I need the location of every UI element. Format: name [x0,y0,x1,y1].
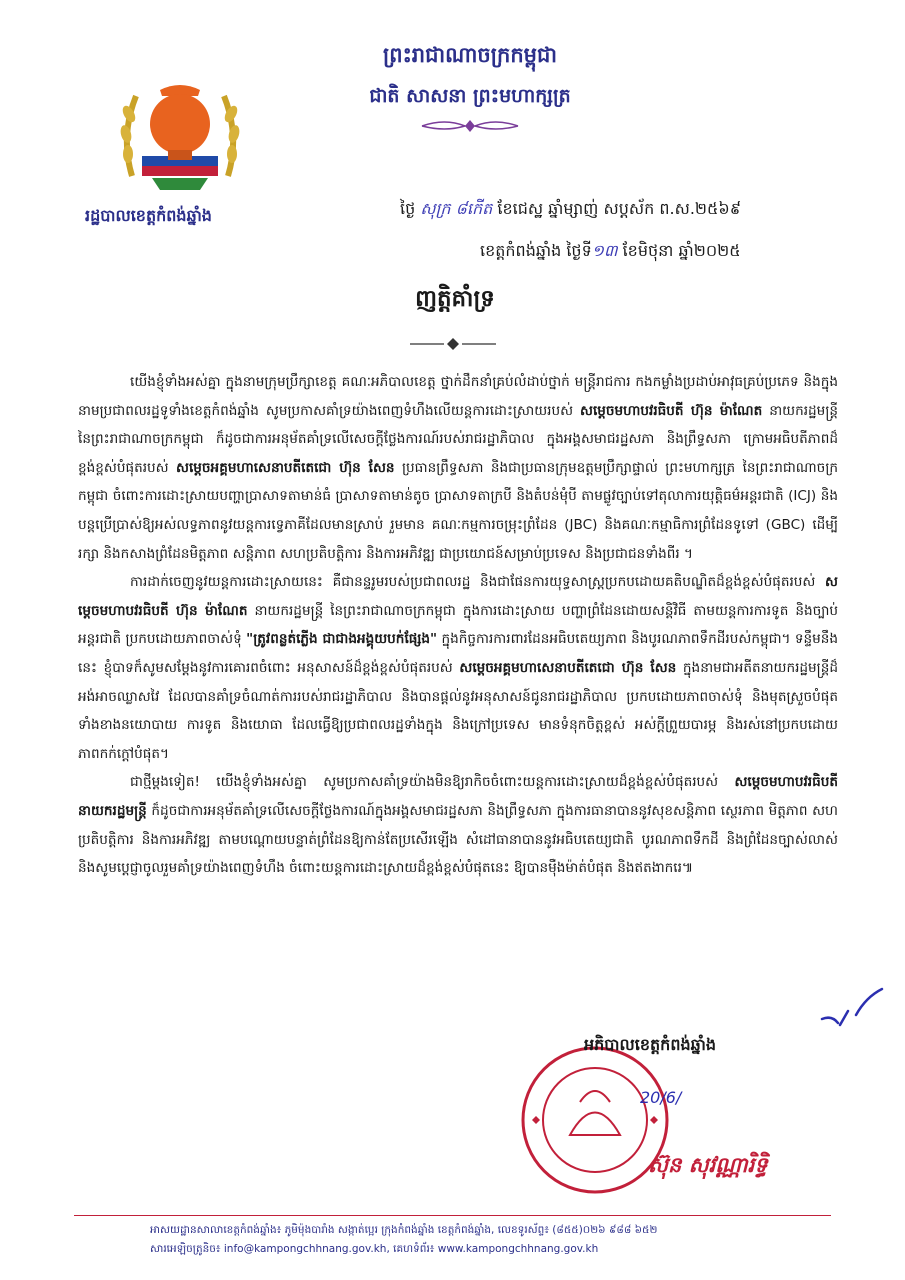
website-link[interactable]: www.kampongchhnang.gov.kh [437,1243,599,1255]
email-link[interactable]: info@kampongchhnang.gov.kh [223,1243,387,1255]
signatory-title: អភិបាលខេត្តកំពង់ឆ្នាំង [583,1035,717,1054]
p2-bold-2: "ត្រូវពន្លត់ភ្លើង ជាជាងអង្គុយបក់ផ្សែង" [246,631,438,648]
solar-date-handwritten: ១៣ [591,241,618,260]
ornament-divider-icon [420,116,520,136]
email-label: សារអេឡិចត្រូនិច៖ [150,1243,224,1255]
document-body [78,368,838,883]
footer-divider [74,1215,831,1216]
lunar-date-rest: ខែជេស្ឋ ឆ្នាំម្សាញ់ សប្តស័ក ព.ស.២៥៦៩ [492,199,742,218]
paragraph-2 [78,568,838,768]
website-label: , គេហទំព័រ៖ [386,1243,438,1255]
p1-text-3: ប្រធានព្រឹទ្ធសភា និងជាប្រធានក្រុមឧត្តមប្រឹក្សាផ្ទាល់ ព្រះមហាក្សត្រ នៃព្រះរាជាណាចក្រកម្ពុជា ចំពោះការដោះស្រាយបញ្ហាប្រាសាទតាមាន់ធំ ប្រាសាទតាមាន់តូច ប្រាសាទតាក្របី និងតំបន់មុំបី តាមផ្លូវច្បាប់ទៅតុលាការយុត្តិធម៌អន្តរជាតិ (ICJ) និងបន្តប្រើប្រាស់ឱ្យអស់លទ្ធភាពនូវយន្តការទ្វេភាគីដែលមានស្រាប់ រួមមាន គណៈកម្មការចម្រុះព្រំដែន (JBC) និងគណៈកម្មាធិការព្រំដែនទូទៅ (GBC) ដើម្បីរក្សា និងកសាងព្រំដែនមិត្តភាព សន្តិភាព សហប្រតិបត្តិការ និងការអភិវឌ្ឍ ជាប្រយោជន៍សម្រាប់ប្រទេស និងប្រជាជនទាំងពីរ ។ [78,459,838,562]
kingdom-title: ព្រះរាជាណាចក្រកម្ពុជា [382,43,557,67]
p2-bold-1: សម្តេចមហាបវរធិបតី ហ៊ុន ម៉ាណែត [78,574,838,619]
national-motto: ជាតិ សាសនា ព្រះមហាក្សត្រ [369,85,571,107]
footer-contact [150,1243,890,1258]
signatory-name: ស៊ុន សុវណ្ណារិទ្ធិ [648,1153,768,1177]
p3-text-2: ក៏ដូចជាការអនុម័តគាំទ្រលើសេចក្តីថ្លែងការណ៍ក្នុងអង្គសមាជរដ្ឋសភា និងព្រឹទ្ធសភា ក្នុងការធានាបាននូវសុខសន្តិភាព ស្ថេរភាព មិត្តភាព សហប្រតិបត្តិការ និងការអភិវឌ្ឍ តាមបណ្តោយបន្ទាត់ព្រំដែនឱ្យកាន់តែប្រសើរឡើង សំដៅធានាបាននូវអធិបតេយ្យជាតិ បូរណភាពទឹកដី និងព្រំដែនច្បាស់លាស់ និងសូមប្តេជ្ញាចូលរួមគាំទ្រយ៉ាងពេញទំហឹង ចំពោះយន្តការដោះស្រាយដ៏ខ្ពង់ខ្ពស់បំផុតនេះ ឱ្យបានម៉ឺងម៉ាត់បំផុត និងឥតងាករេ៕ [78,802,838,877]
issuing-authority: រដ្ឋបាលខេត្តកំពង់ឆ្នាំង [85,206,212,225]
solar-date [480,240,870,264]
p2-text-2: នាយករដ្ឋមន្ត្រី នៃព្រះរាជាណាចក្រកម្ពុជា ក្នុងការដោះស្រាយ បញ្ហាព្រំដែនដោយសន្តិវិធី តាមយន្តការការទូត និងច្បាប់អន្តរជាតិ ប្រកបដោយភាពចាស់ទុំ [78,602,838,648]
document-title: ញត្តិគាំទ្រ [415,286,495,312]
handwritten-check-mark-icon [818,985,888,1035]
solar-date-prefix: ខេត្តកំពង់ឆ្នាំង ថ្ងៃទី [480,241,592,260]
p1-text-1: យើងខ្ញុំទាំងអស់គ្នា ក្នុងនាមក្រុមប្រឹក្សាខេត្ត គណៈអភិបាលខេត្ត ថ្នាក់ដឹកនាំគ្រប់លំដាប់ថ្នាក់ មន្ត្រីរាជការ កងកម្លាំងប្រដាប់អាវុធគ្រប់ប្រភេទ និងក្នុងនាមប្រជាពលរដ្ឋទូទាំងខេត្តកំពង់ឆ្នាំង សូមប្រកាសគាំទ្រយ៉ាងពេញទំហឹងលើយន្តការដោះស្រាយរបស់ [78,374,838,419]
lunar-date-handwritten: សុក្រ ៨កើត [420,199,493,218]
p3-text-1: ជាថ្មីម្តងទៀត! យើងខ្ញុំទាំងអស់គ្នា សូមប្រកាសគាំទ្រយ៉ាងមិនឱ្យរាកិចចំពោះយន្តការដោះស្រាយដ៏ខ្ពង់ខ្ពស់បំផុតរបស់ [130,774,735,791]
title-ornament-icon [408,336,498,352]
p2-bold-3: សម្តេចអគ្គមហាសេនាបតីតេជោ ហ៊ុន សែន [459,659,677,676]
p3-bold-1: សម្តេចមហាបវរធិបតី នាយករដ្ឋមន្ត្រី [78,774,838,819]
provincial-emblem-icon [112,66,248,202]
paragraph-1 [78,368,838,568]
lunar-date-prefix: ថ្ងៃ [400,199,416,218]
solar-date-rest: ខែមិថុនា ឆ្នាំ២០២៥ [617,241,741,260]
signature-handwriting: 20/6/ [640,1088,682,1107]
p1-bold-2: សម្តេចអគ្គមហាសេនាបតីតេជោ ហ៊ុន សែន [176,459,395,476]
p1-bold-1: សម្តេចមហាបវរធិបតី ហ៊ុន ម៉ាណែត [580,402,763,419]
lunar-date [400,198,870,222]
p2-text-3: ក្នុងកិច្ចការការពារដែនអធិបតេយ្យភាព និងបូរណភាពទឹកដីរបស់កម្ពុជា។ ទន្ទឹមនឹងនេះ ខ្ញុំបាទក៏សូមសម្តែងនូវការគោរពចំពោះ អនុសាសន៍ដ៏ខ្ពង់ខ្ពស់បំផុតរបស់ [78,631,838,676]
p2-text-1: ការដាក់ចេញនូវយន្តការដោះស្រាយនេះ គឺជានន្ទរូមរបស់ប្រជាពលរដ្ឋ និងជាផែនការយុទ្ធសាស្ត្រប្រកបដោយគតិបណ្ឌិតដ៏ខ្ពង់ខ្ពស់បំផុតរបស់ [130,574,826,591]
p2-text-4: ក្នុងនាមជាអតីតនាយករដ្ឋមន្ត្រីដ៏អង់អាចឈ្លាសវៃ ដែលបានគាំទ្រចំណាត់ការរបស់រាជរដ្ឋាភិបាល និងបានផ្តល់នូវអនុសាសន៍ជូនរាជរដ្ឋាភិបាល ប្រកបដោយភាពចាស់ទុំ និងមុតស្រួចបំផុត ទាំងខាងនយោបាយ ការទូត និងយោធា ដែលធ្វើឱ្យប្រជាពលរដ្ឋទាំងក្នុង និងក្រៅប្រទេស មានទំនុកចិត្តខ្ពស់ អស់ក្តីព្រួយបារម្ភ និងរស់នៅប្រកបដោយភាពកក់ក្តៅបំផុត។ [78,659,838,762]
footer-address: អាសយដ្ឋានសាលាខេត្តកំពង់ឆ្នាំង៖ ភូមិម៉ុងបារាំង សង្កាត់ប្អេរ ក្រុងកំពង់ឆ្នាំង ខេត្តកំពង់ឆ្នាំង, លេខទូរស័ព្ទ៖ (៨៥៥)០២៦ ៩៨៨ ៦៥២ [150,1224,658,1236]
paragraph-3 [78,768,838,882]
p1-text-2: នាយករដ្ឋមន្ត្រី នៃព្រះរាជាណាចក្រកម្ពុជា ក៏ដូចជាការអនុម័តគាំទ្រលើសេចក្តីថ្លែងការណ៍របស់រាជរដ្ឋាភិបាល ក្នុងអង្គសមាជរដ្ឋសភា និងព្រឹទ្ធសភា ក្រោមអធិបតីភាពដ៏ខ្ពង់ខ្ពស់បំផុតរបស់ [78,402,838,476]
